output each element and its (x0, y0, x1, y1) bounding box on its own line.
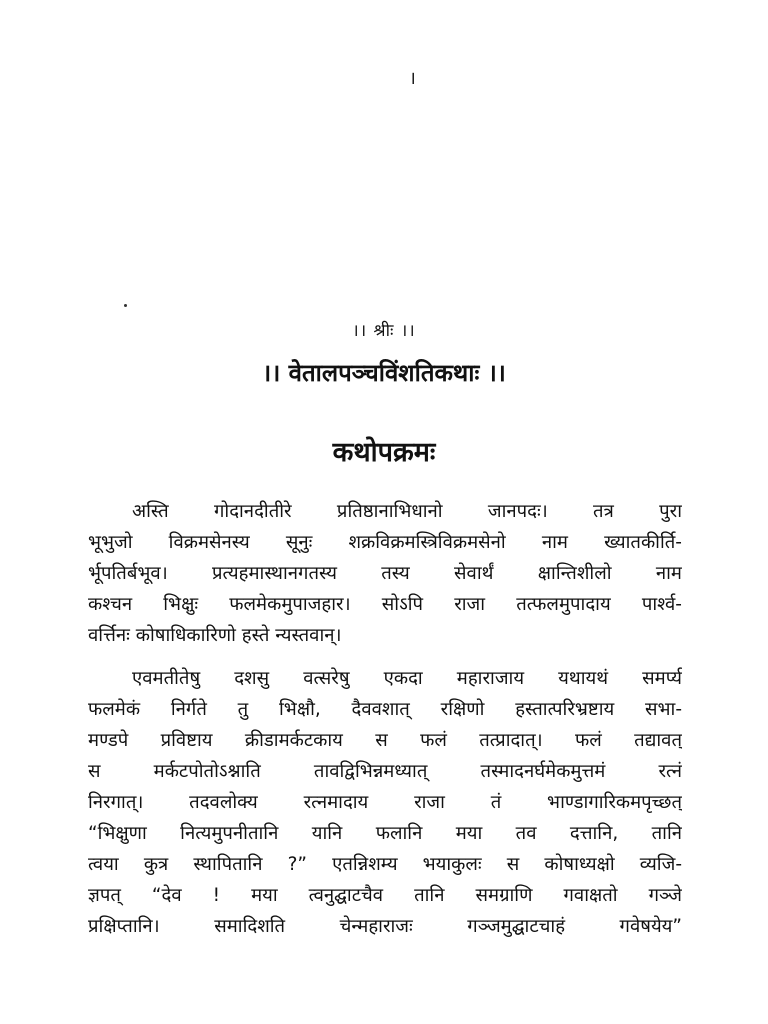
invocation-line: ।। श्रीः ।। (352, 321, 416, 341)
text-line: स मर्कटपोतोऽश्नाति तावद्विभिन्नमध्यात् तस्मादनर्घमेकमुत्तमं रत्नं (88, 761, 682, 782)
text-line: र्भूपतिर्बभूव। प्रत्यहमास्थानगतस्य तस्य सेवार्थं क्षान्तिशीलो नाम (88, 563, 682, 584)
text-line: वर्त्तिनः कोषाधिकारिणो हस्ते न्यस्तवान्। (88, 625, 342, 646)
text-line: प्रक्षिप्तानि। समादिशति चेन्महाराजः गञ्जमुद्घाटचाहं गवेषयेय” (88, 916, 682, 937)
text-line: अस्ति गोदानदीतीरे प्रतिष्ठानाभिधानो जानपदः। तत्र पुरा (132, 501, 682, 522)
text-line: निरगात्। तदवलोक्य रत्नमादाय राजा तं भाण्डागारिकमपृच्छत् (88, 792, 682, 813)
text-line: त्वया कुत्र स्थापितानि ?” एतन्निशम्य भयाकुलः स कोषाध्यक्षो व्यजि- (88, 854, 682, 875)
print-speck (124, 304, 127, 307)
top-mark: । (409, 68, 416, 89)
text-line: “भिक्षुणा नित्यमुपनीतानि यानि फलानि मया तव दत्तानि, तानि (88, 823, 682, 844)
section-heading: कथोपक्रमः (332, 437, 436, 468)
text-line: फलमेकं निर्गते तु भिक्षौ, दैववशात् रक्षिणो हस्तात्परिभ्रष्टाय सभा- (88, 699, 682, 720)
text-line: ज्ञपत् “देव ! मया त्वनुद्घाटचैव तानि समग्राणि गवाक्षतो गञ्जे (88, 885, 682, 906)
paragraph-gap (88, 651, 682, 663)
text-line: कश्चन भिक्षुः फलमेकमुपाजहार। सोऽपि राजा तत्फलमुपादाय पार्श्व- (88, 594, 682, 615)
text-line: एवमतीतेषु दशसु वत्सरेषु एकदा महाराजाय यथायथं समर्प्य (132, 668, 682, 689)
text-line: मण्डपे प्रविष्टाय क्रीडामर्कटकाय स फलं तत्प्रादात्। फलं तद्यावत् (88, 730, 682, 751)
body-text (88, 496, 682, 942)
book-title: ।। वेतालपञ्चविंशतिकथाः ।। (262, 359, 506, 387)
text-line: भूभुजो विक्रमसेनस्य सूनुः शक्रविक्रमस्त्रिविक्रमसेनो नाम ख्यातकीर्ति- (88, 532, 682, 553)
